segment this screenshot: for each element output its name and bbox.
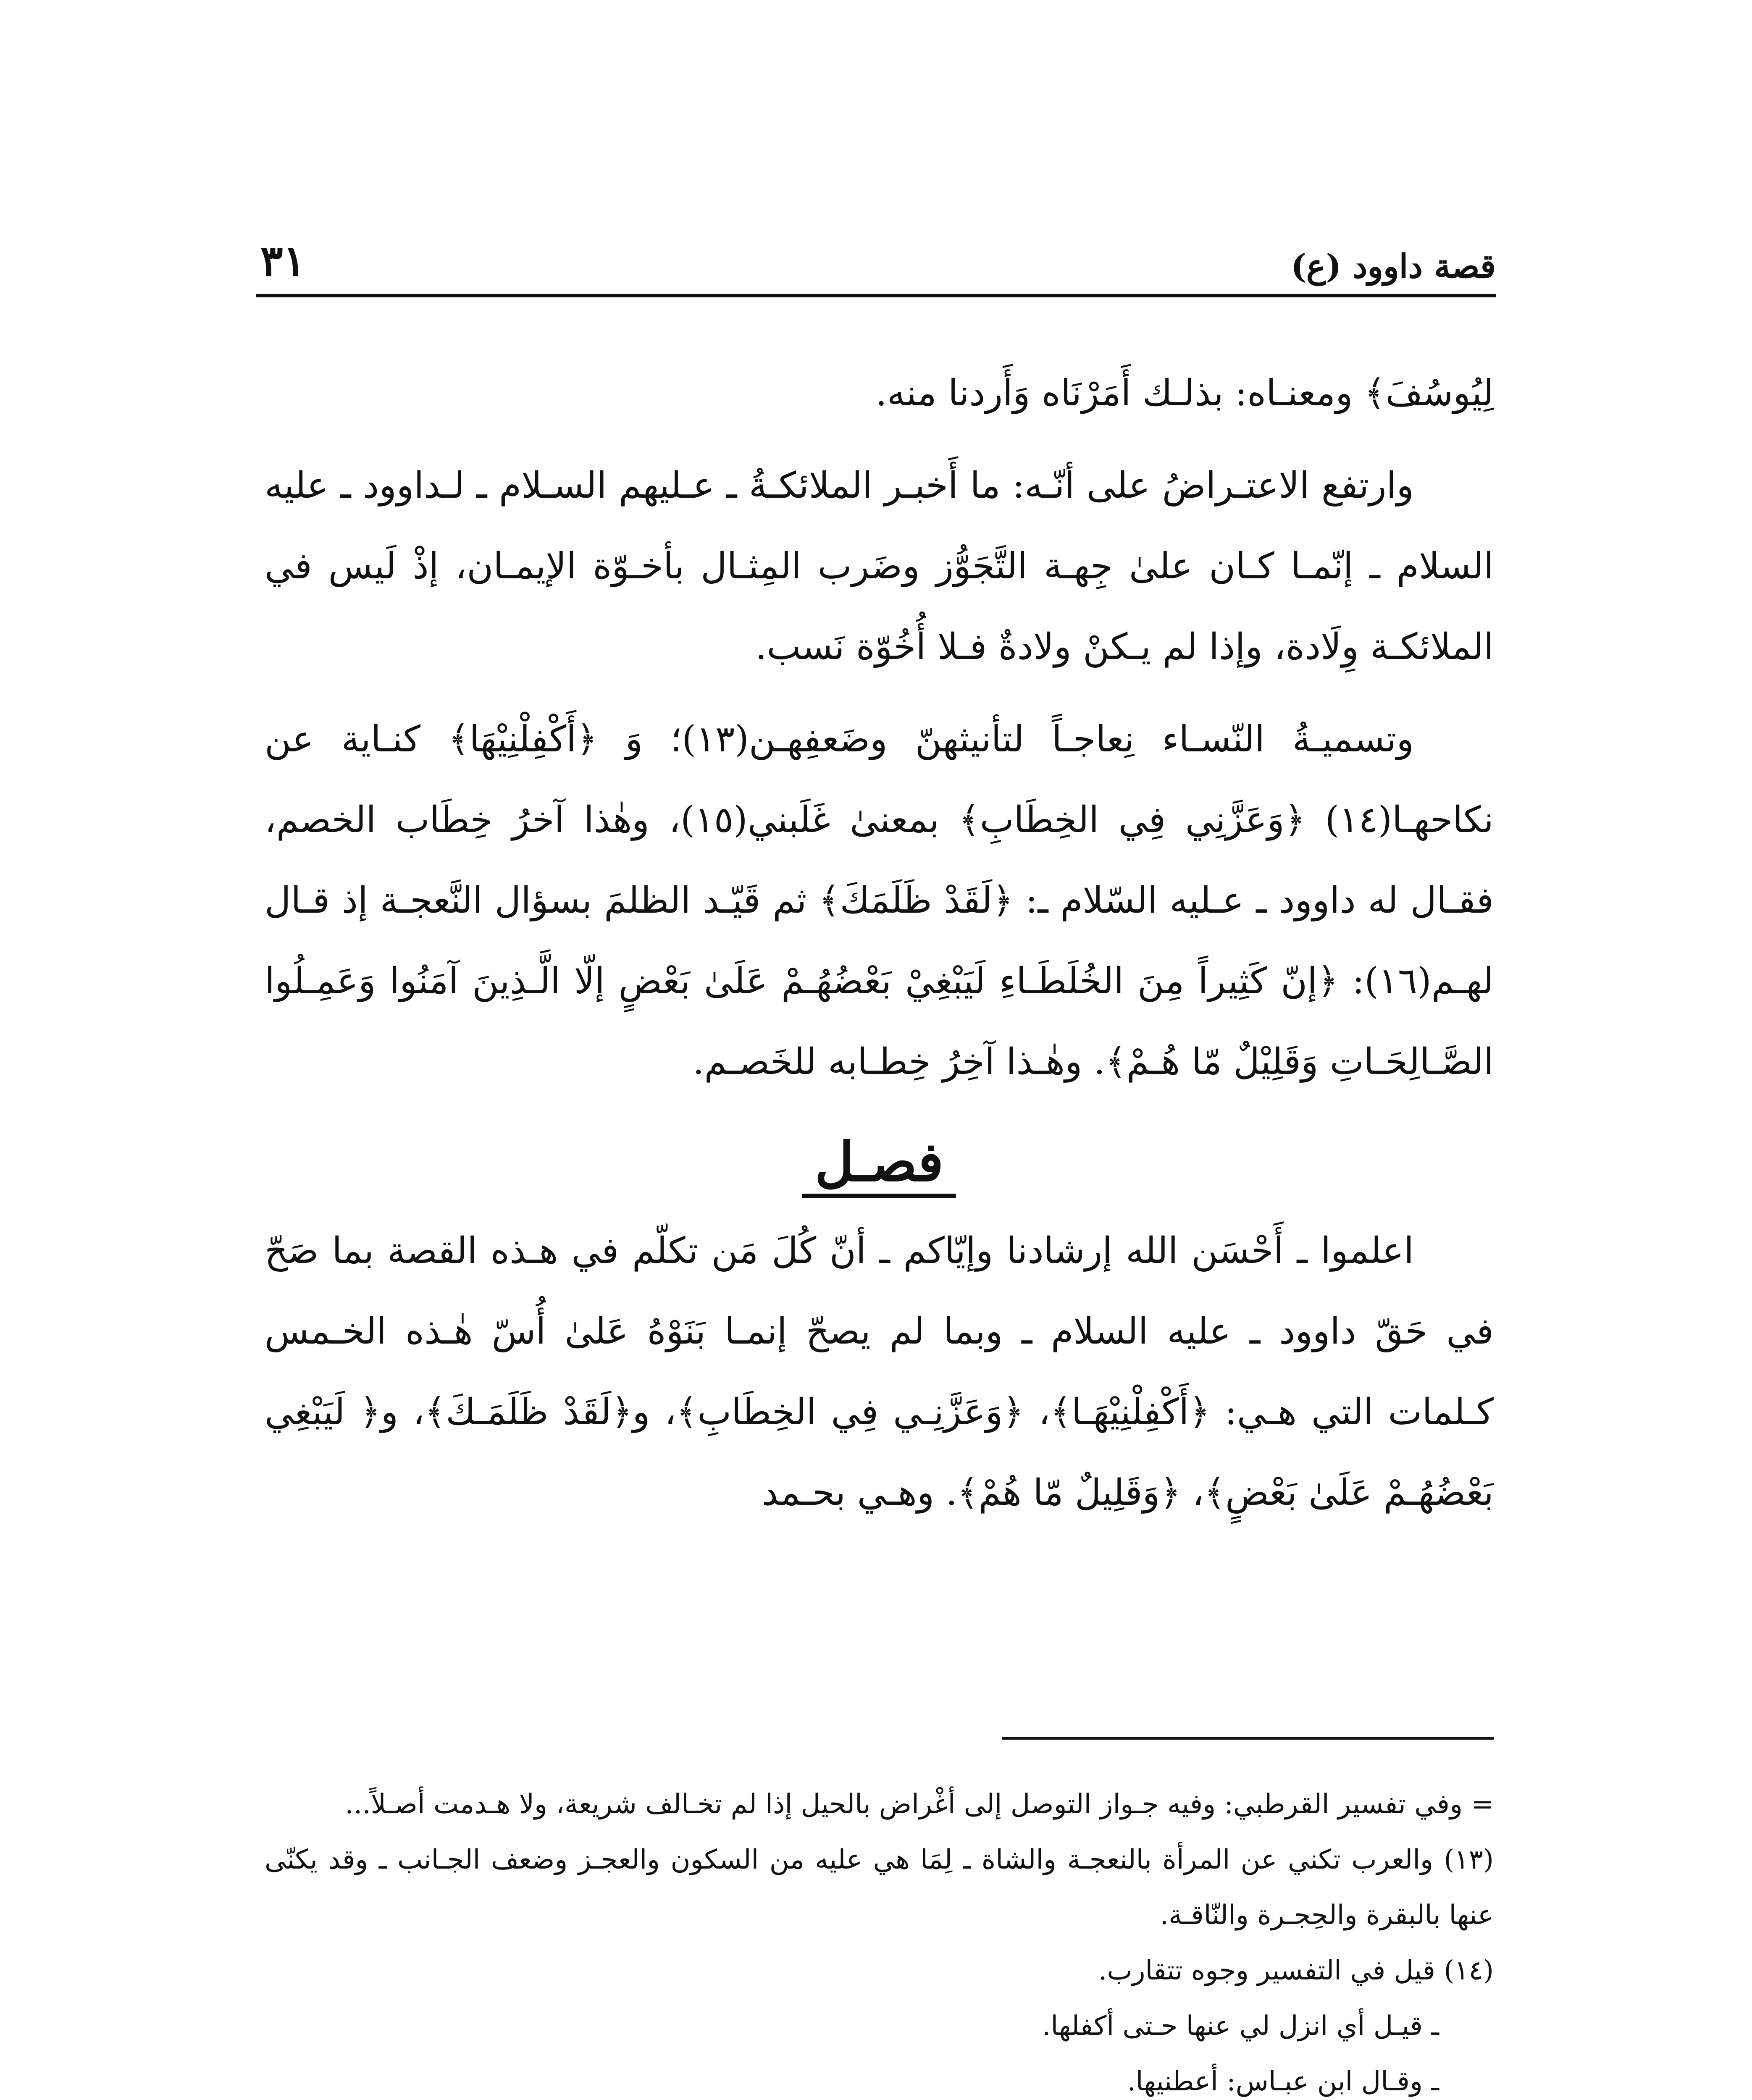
section-heading-text: فصـل	[802, 1131, 956, 1198]
footnote-separator	[1002, 1737, 1494, 1740]
footnote-subitem: ـ قيـل أي انزل لي عنها حـتى أكفلها.	[1042, 2011, 1439, 2042]
main-text	[265, 353, 1494, 1545]
paragraph: وارتفع الاعتـراضُ على أنّـه: ما أَخبـر الملائكـةُ ـ عـليهم السـلام ـ لـداوود ـ عليه السلام ـ إنّمـا كـان علىٰ جِهـة التَّجَوُّز وضَرب المِثـال بأخـوّة الإيمـان، إذْ لَيس في الملائكـة وِلَادة، وإذا لم يـكنْ ولادةٌ فـلا أُخُوّة نَسب.	[265, 465, 1494, 668]
section-heading	[265, 1114, 1494, 1210]
footnote-continuation: = وفي تفسير القرطبي: وفيه جـواز التوصل إلى أغْراض بالحيل إذا لم تخـالف شريعة، ولا هـدمت أصـلاً...	[345, 1789, 1494, 1820]
footnote: (١٣) والعرب تكني عن المرأة بالنعجـة والشاة ـ لِمَا هي عليه من السكون والعجـز وضعف الجـانب ـ وقد يكنّى عنها بالبقرة والحِجـرة والنّاقـة.	[265, 1844, 1494, 1931]
running-header-title: قصة داوود (ع)	[1291, 247, 1496, 286]
running-header	[260, 235, 1496, 286]
paragraph-continuation: لِيُوسُفَ﴾ ومعنـاه: بذلـك أَمَرْنَاه وَأَردنا منه.	[875, 372, 1494, 414]
paragraph: اعلموا ـ أَحْسَن الله إرشادنا وإيّاكم ـ أنّ كُلَ مَن تكلّم في هـذه القصة بما صَحّ في حَقّ داوود ـ عليه السلام ـ وبما لم يصحّ إنمـا بَنَوْهُ عَلىٰ أُسّ هٰـذه الخـمس كـلمات التي هـي: ﴿أَكْفِلْنِيْهَـا﴾، ﴿وَعَزَّنِـي فِي الخِطَابِ﴾، و﴿لَقَدْ ظَلَمَـكَ﴾، و﴿ لَيَبْغِي بَعْضُهُـمْ عَلَىٰ بَعْضٍ﴾، ﴿وَقَلِيلٌ مّا هُمْ﴾. وهـي بحـمد	[265, 1230, 1494, 1514]
header-rule	[256, 294, 1496, 297]
footnote: (١٤) قيل في التفسير وجوه تتقارب.	[1098, 1955, 1494, 1986]
page-number: ٣١	[260, 236, 306, 286]
footnote-subitem: ـ وقـال ابن عبـاس: أعطنيها.	[1127, 2066, 1439, 2097]
paragraph: وتسميـةُ النّسـاء نِعاجـاً لتأنيثهنّ وضَعفِهـن(١٣)؛ وَ ﴿أَكْفِلْنِيْهَا﴾ كنـاية عن نكاحهـا(١٤) ﴿وَعَزَّنِي فِي الخِطَابِ﴾ بمعنىٰ غَلَبني(١٥)، وهٰذا آخرُ خِطَاب الخصم، فقـال له داوود ـ عـليه السّلام ـ: ﴿لَقَدْ ظَلَمَكَ﴾ ثم قَيّـد الظلمَ بسؤال النَّعجـة إذ قـال لهـم(١٦): ﴿إنّ كَثِيراً مِنَ الخُلَطَـاءِ لَيَبْغِيْ بَعْضُهُـمْ عَلَىٰ بَعْضٍ إلّا الَّـذِينَ آمَنُوا وَعَمِـلُوا الصَّـالِحَـاتِ وَقَلِيْلٌ مّا هُـمْ﴾. وهٰـذا آخِرُ خِطـابه للخَصـم.	[265, 718, 1494, 1083]
footnotes	[265, 1777, 1494, 2100]
